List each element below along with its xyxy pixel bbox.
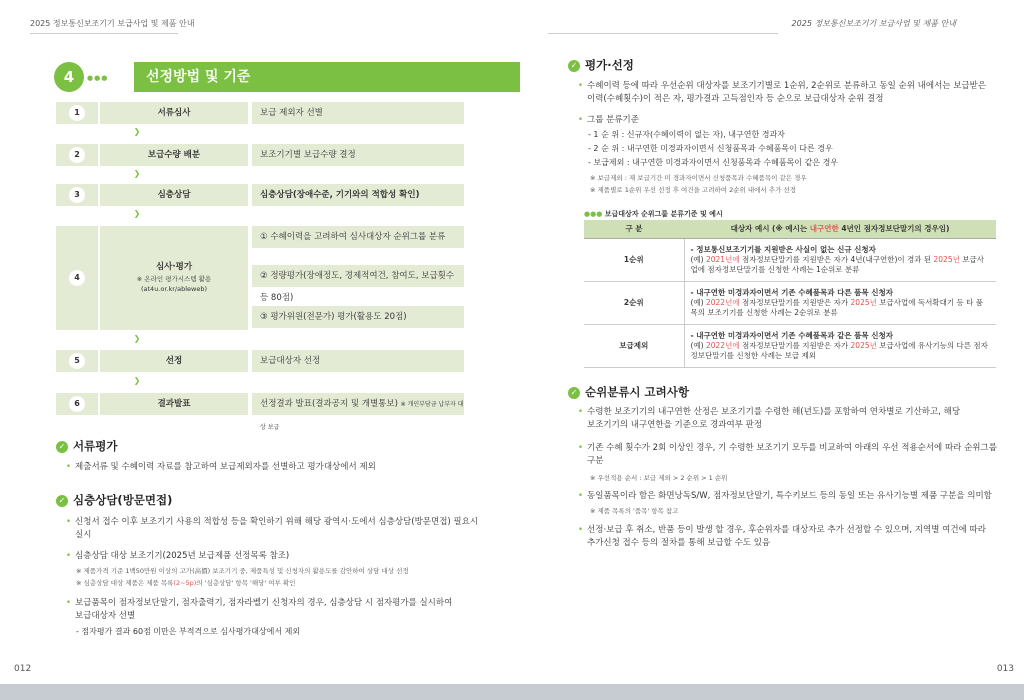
step-5 xyxy=(56,350,464,372)
table-row: 2순위 - 내구연한 미경과자이면서 기존 수혜품목과 다른 품목 신청자 (예) 2022년에 점자정보단말기를 지원받은 자가 2025년 보급사업에 독서확대기 등 타 품목의 보조기기를 신청한 사례는 2순위로 분류 xyxy=(584,281,996,324)
chevron-down-icon: ❯ xyxy=(133,169,141,178)
evaluation-note-1: ※ 보급제외 : 재 보급기간 미 경과자이면서 신청품목과 수혜품목이 같은 경우 xyxy=(590,174,807,182)
step-title: 심층상담 xyxy=(100,184,248,206)
step-6 xyxy=(56,393,464,431)
step-4-item-2: ② 정량평가(장애정도, 경제적여건, 참여도, 보급횟수 등 80점) xyxy=(252,265,464,287)
step-3 xyxy=(56,184,464,206)
group-rank-2: - 2 순 위 : 내구연한 미경과자이면서 신청품목과 수혜품목이 다른 경우 xyxy=(588,144,833,153)
step-title: 선정 xyxy=(100,350,248,372)
table-caption: ●●● 보급대상자 순위그룹 분류기준 및 예시 xyxy=(584,210,723,218)
table-row: 보급제외 - 내구연한 미경과자이면서 기존 수혜품목과 같은 품목 신청자 (예) 2022년에 점자정보단말기를 지원받은 자가 2025년 보급사업에 유사기능의 다른 점자정보단말기를 신청한 사례는 보급 제외 xyxy=(584,324,996,367)
step-title: 보급수량 배분 xyxy=(100,144,248,166)
page-number-right: 013 xyxy=(996,664,1014,674)
ranking-bullet-4: • 선정·보급 후 취소, 반품 등이 발생 할 경우, 후순위자를 대상자로 추가 선정할 수 있으며, 지역별 여건에 따라 추가신청 접수 등의 절차를 통해 보급할 수도 있음 xyxy=(578,525,986,548)
doc-review-heading: ✓ 서류평가 xyxy=(56,438,117,454)
interview-bullet-2: • 심층상담 대상 보조기기(2025년 보급제품 선정목록 참조) xyxy=(66,551,290,561)
footer-bar xyxy=(0,684,1024,700)
section-number: 4 xyxy=(54,62,84,92)
step-title: 결과발표 xyxy=(100,393,248,415)
interview-note-2: ※ 심층상담 대상 제품은 제품 목록(2~5p)의 '심층상담' 항목 '해당' 여부 확인 xyxy=(76,579,296,587)
interview-note-1: ※ 제품가격 기준 1백50만원 이상의 고가(高價) 보조기기 중, 제품특성 및 신청자의 활용도를 감안하여 상담 대상 선정 xyxy=(76,567,409,575)
step-desc: 보조기기별 보급수량 결정 xyxy=(252,144,464,166)
interview-bullet-1: • 신청서 접수 이후 보조기기 사용의 적합성 등을 확인하기 위해 해당 광역시·도에서 심층상담(방문면접) 필요시 실시 xyxy=(66,517,479,540)
doc-review-text: • 제출서류 및 수혜이력 자료를 참고하여 보급제외자를 선별하고 평가대상에서 제외 xyxy=(66,462,376,472)
chevron-down-icon: ❯ xyxy=(133,334,141,343)
group-rank-1: - 1 순 위 : 신규자(수혜이력이 없는 자), 내구연한 경과자 xyxy=(588,130,785,139)
evaluation-note-2: ※ 제품별로 1순위 우선 선정 후 여건을 고려하여 2순위 내에서 추가 선정 xyxy=(590,186,796,194)
step-1 xyxy=(56,102,464,124)
interview-bullet-3: • 보급품목이 점자정보단말기, 점자출력기, 점자라벨기 신청자의 경우, 심층상담 시 점자평가를 실시하여 보급대상자 선별 xyxy=(66,598,453,621)
interview-heading: ✓ 심층상담(방문면접) xyxy=(56,492,172,508)
ranking-bullet-1: • 수령한 보조기기의 내구연한 산정은 보조기기를 수령한 해(년도)를 포함하여 연차별로 기산하고, 해당 보조기기의 내구연한을 기준으로 경과여부 판정 xyxy=(578,407,961,430)
step-number: 6 xyxy=(69,396,85,412)
evaluation-heading: ✓ 평가·선정 xyxy=(568,57,634,73)
group-excluded: - 보급제외 : 내구연한 미경과자이면서 신청품목과 수혜품목이 같은 경우 xyxy=(588,158,839,167)
ranking-bullet-2: • 기존 수혜 횟수가 2회 이상인 경우, 기 수령한 보조기기 모두를 비교하여 아래의 우선 적용순서에 따라 순위그룹 구분 xyxy=(578,443,997,466)
table-header-category: 구 분 xyxy=(584,220,684,238)
chevron-down-icon: ❯ xyxy=(133,127,141,136)
header-left-line xyxy=(30,33,178,34)
step-desc: 선정결과 발표(결과공지 및 개별통보) ※ 개인부담금 납부자 대상 보급 xyxy=(252,393,464,415)
ranking-heading: ✓ 순위분류시 고려사항 xyxy=(568,384,689,400)
step-4-item-1: ① 수혜이력을 고려하여 심사대상자 순위그룹 분류 xyxy=(252,226,464,248)
evaluation-bullet-2: • 그룹 분류기준 xyxy=(578,115,639,125)
step-4-item-3: ③ 평가위원(전문가) 평가(활용도 20점) xyxy=(252,306,464,328)
header-right-line xyxy=(548,33,778,34)
page-number-left: 012 xyxy=(14,664,32,674)
step-number: 1 xyxy=(69,105,85,121)
check-icon: ✓ xyxy=(56,495,68,507)
section-heading xyxy=(54,62,466,92)
step-4-title: 심사·평가 ※ 온라인 평가시스템 활용 (at4u.or.kr/ableweb) xyxy=(100,226,248,330)
table-row: 1순위 - 정보통신보조기기를 지원받은 사실이 없는 신규 신청자 (예) 2021년에 점자정보단말기를 지원받은 자가 4년(내구연한)이 경과 된 2025년 보급사업에 점자정보단말기를 신청한 사례는 1순위로 분류 xyxy=(584,238,996,281)
step-desc: 보급 제외자 선별 xyxy=(252,102,464,124)
step-4-number: 4 xyxy=(56,226,98,330)
classification-table xyxy=(584,220,996,368)
check-icon: ✓ xyxy=(56,441,68,453)
step-2 xyxy=(56,144,464,166)
step-number: 5 xyxy=(69,353,85,369)
step-desc: 보급대상자 선정 xyxy=(252,350,464,372)
ranking-note-1: ※ 우선적용 순서 : 보급 제외 > 2 순위 > 1 순위 xyxy=(590,474,728,482)
evaluation-bullet-1: • 수혜이력 등에 따라 우선순위 대상자를 보조기기별로 1순위, 2순위로 분류하고 동일 순위 내에서는 보급받은 이력(수혜횟수)이 적은 자, 평가결과 고득점인자 등 순으로 보급대상자 순위 결정 xyxy=(578,81,987,104)
interview-sub: - 점자평가 결과 60점 미만은 부적격으로 심사평가대상에서 제외 xyxy=(76,627,301,636)
step-number: 2 xyxy=(69,147,85,163)
step-number: 3 xyxy=(69,187,85,203)
chevron-down-icon: ❯ xyxy=(133,209,141,218)
step-title: 서류심사 xyxy=(100,102,248,124)
chevron-down-icon: ❯ xyxy=(133,376,141,385)
section-dots-icon: ●●● xyxy=(87,74,109,82)
ranking-bullet-3: • 동일품목이라 함은 화면낭독S/W, 점자정보단말기, 특수키보드 등의 동일 또는 유사기능별 제품 구분을 의미함 xyxy=(578,491,992,501)
ranking-note-2: ※ 제품 목록의 '품목' 항목 참고 xyxy=(590,507,679,515)
check-icon: ✓ xyxy=(568,387,580,399)
dots-icon: ●●● xyxy=(584,210,603,218)
header-left-title: 2025 정보통신보조기기 보급사업 및 제품 안내 xyxy=(30,19,195,28)
check-icon: ✓ xyxy=(568,60,580,72)
table-header-example: 대상자 예시 (※ 예시는 내구연한 4년인 점자정보단말기의 경우임) xyxy=(684,220,996,238)
step-desc: 심층상담(장애수준, 기기와의 적합성 확인) xyxy=(252,184,464,206)
section-title: 선정방법 및 기준 xyxy=(134,62,520,92)
table-header-row xyxy=(584,220,996,238)
header-right-title: 2025 정보통신보조기기 보급사업 및 제품 안내 xyxy=(791,19,956,28)
